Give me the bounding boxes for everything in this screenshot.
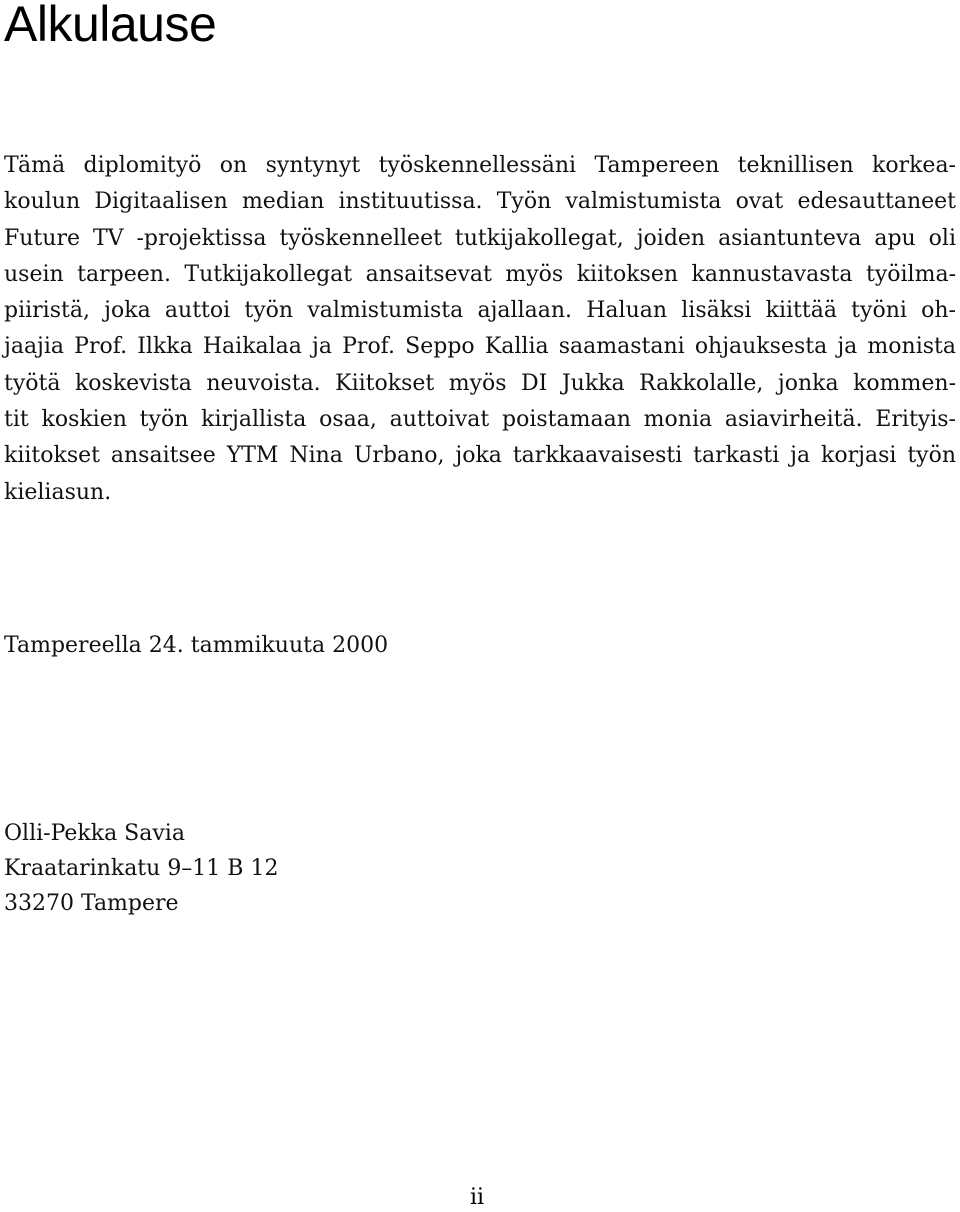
date-line: Tampereella 24. tammikuuta 2000: [4, 633, 389, 658]
paragraph-line: Tämä diplomityö on syntynyt työskennellessäni Tampereen teknillisen korkea-: [4, 153, 956, 178]
paragraph-line: koulun Digitaalisen median instituutissa. Työn valmistumista ovat edesauttaneet: [4, 189, 956, 215]
author-address: [4, 816, 278, 921]
paragraph-line: työtä koskevista neuvoista. Kiitokset myös DI Jukka Rakkolalle, jonka kommen-: [4, 370, 956, 396]
street-address: Kraatarinkatu 9–11 B 12: [4, 856, 279, 881]
paragraph-line: kiitokset ansaitsee YTM Nina Urbano, joka tarkkaavaisesti tarkasti ja korjasi työn: [4, 443, 956, 469]
paragraph-line: piiristä, joka auttoi työn valmistumista ajallaan. Haluan lisäksi kiittää työni oh-: [4, 298, 956, 324]
paragraph-line: tit koskien työn kirjallista osaa, auttoivat poistamaan monia asiavirheitä. Erityis-: [4, 407, 956, 433]
page-number: ii: [470, 1185, 485, 1210]
preface-paragraph: [4, 148, 956, 511]
author-name: Olli-Pekka Savia: [4, 821, 185, 846]
paragraph-line: kieliasun.: [4, 479, 112, 505]
paragraph-line: jaajia Prof. Ilkka Haikalaa ja Prof. Seppo Kallia saamastani ohjauksesta ja monista: [4, 334, 956, 360]
paragraph-line: usein tarpeen. Tutkijakollegat ansaitsevat myös kiitoksen kannustavasta työilma-: [4, 261, 956, 287]
postal-city: 33270 Tampere: [4, 891, 179, 916]
page-title: Alkulause: [4, 0, 217, 52]
paragraph-line: Future TV -projektissa työskennelleet tutkijakollegat, joiden asiantunteva apu oli: [4, 225, 956, 251]
